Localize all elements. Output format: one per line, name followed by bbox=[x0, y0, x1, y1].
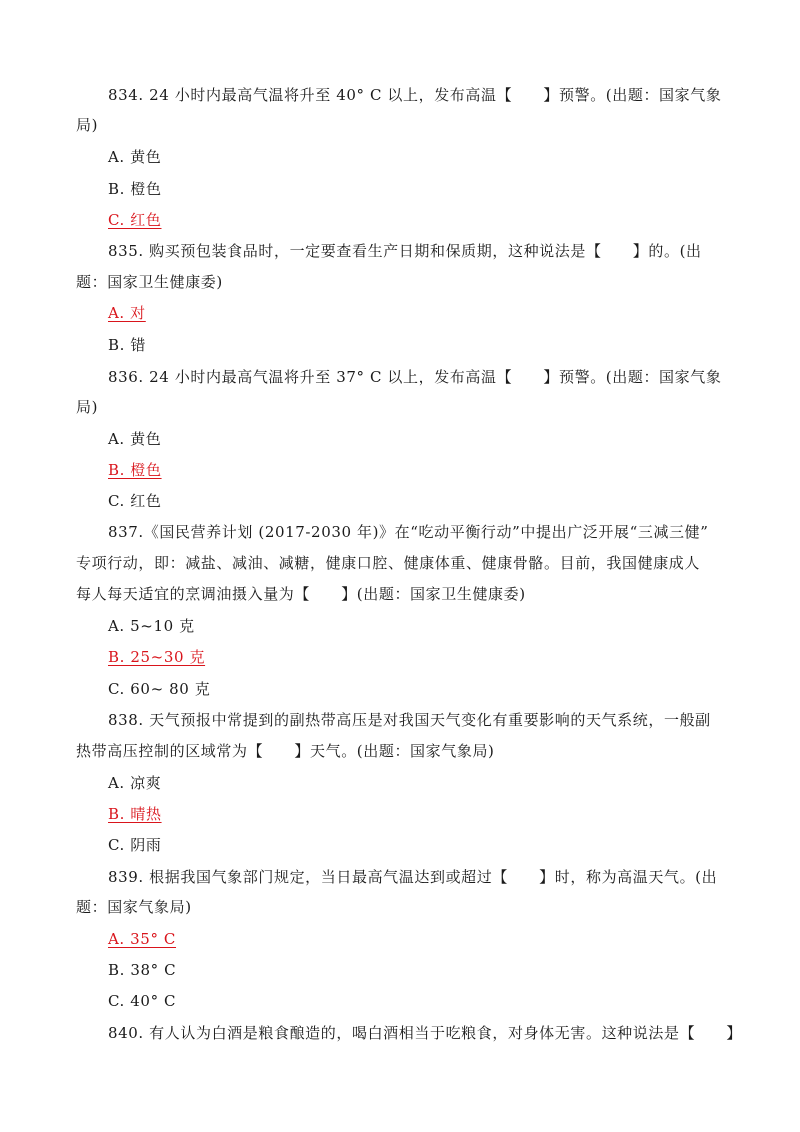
question-835-line-2: 题：国家卫生健康委) bbox=[76, 273, 223, 291]
question-837-line-3: 每人每天适宜的烹调油摄入量为【 】(出题：国家卫生健康委) bbox=[76, 585, 526, 603]
question-838-line-1: 838. 天气预报中常提到的副热带高压是对我国天气变化有重要影响的天气系统，一般副 bbox=[108, 711, 711, 729]
question-839-line-2: 题：国家气象局) bbox=[76, 898, 192, 916]
question-838-option-b-answer: B. 晴热 bbox=[108, 805, 162, 823]
question-834-option-c-answer: C. 红色 bbox=[108, 211, 162, 229]
question-839-option-c: C. 40° C bbox=[108, 992, 177, 1010]
question-839-line-1: 839. 根据我国气象部门规定，当日最高气温达到或超过【 】时，称为高温天气。(出 bbox=[108, 868, 718, 886]
question-840-line-1: 840. 有人认为白酒是粮食酿造的，喝白酒相当于吃粮食，对身体无害。这种说法是【 】 bbox=[108, 1024, 742, 1042]
question-834-option-b: B. 橙色 bbox=[108, 180, 162, 198]
question-834-option-a: A. 黄色 bbox=[108, 148, 162, 166]
question-835-option-a-answer: A. 对 bbox=[108, 304, 146, 322]
question-838-option-a: A. 凉爽 bbox=[108, 774, 162, 792]
question-835-line-1: 835. 购买预包装食品时，一定要查看生产日期和保质期，这种说法是【 】的。(出 bbox=[108, 242, 702, 260]
question-837-option-a: A. 5~10 克 bbox=[108, 617, 195, 635]
question-837-line-2: 专项行动，即：减盐、减油、减糖，健康口腔、健康体重、健康骨骼。目前，我国健康成人 bbox=[76, 554, 701, 572]
question-837-option-c: C. 60~ 80 克 bbox=[108, 680, 211, 698]
question-839-option-b: B. 38° C bbox=[108, 961, 177, 979]
question-834-line-1: 834. 24 小时内最高气温将升至 40° C 以上，发布高温【 】预警。(出题：国家气象 bbox=[108, 86, 722, 104]
question-836-line-1: 836. 24 小时内最高气温将升至 37° C 以上，发布高温【 】预警。(出题：国家气象 bbox=[108, 368, 722, 386]
question-835-option-b: B. 错 bbox=[108, 336, 146, 354]
question-838-option-c: C. 阴雨 bbox=[108, 836, 162, 854]
question-839-option-a-answer: A. 35° C bbox=[108, 930, 177, 948]
question-836-option-b-answer: B. 橙色 bbox=[108, 461, 162, 479]
question-836-option-c: C. 红色 bbox=[108, 492, 162, 510]
question-836-line-2: 局) bbox=[76, 398, 99, 416]
question-836-option-a: A. 黄色 bbox=[108, 430, 162, 448]
question-837-option-b-answer: B. 25~30 克 bbox=[108, 648, 206, 666]
question-837-line-1: 837.《国民营养计划 (2017-2030 年)》在“吃动平衡行动”中提出广泛开展“三减三健” bbox=[108, 523, 709, 541]
question-834-line-2: 局) bbox=[76, 116, 99, 134]
question-838-line-2: 热带高压控制的区域常为【 】天气。(出题：国家气象局) bbox=[76, 742, 495, 760]
